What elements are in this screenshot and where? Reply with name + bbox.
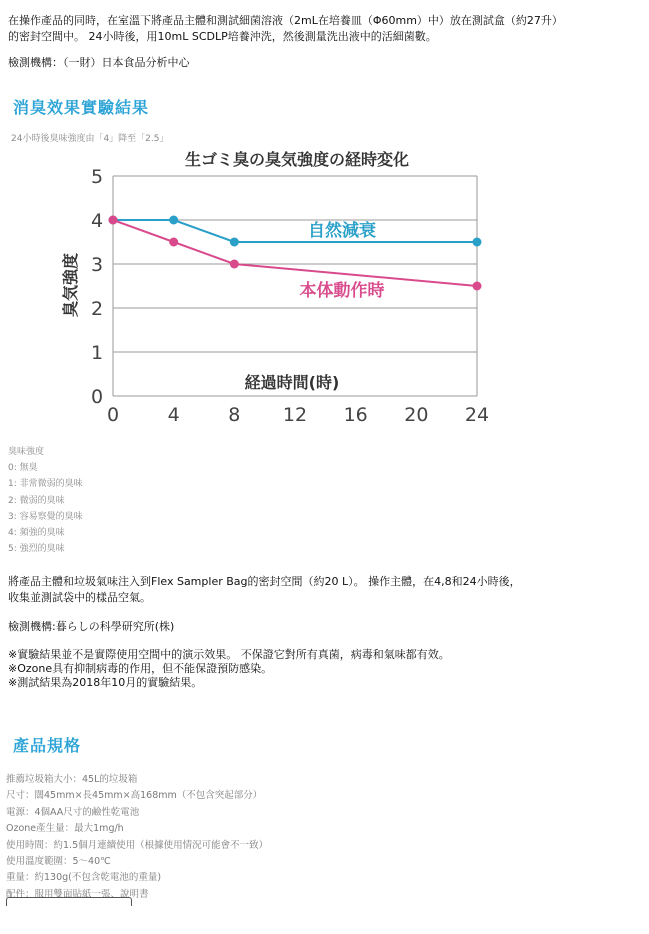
x-tick-label: 4 [167, 404, 180, 423]
test2-line-1: 將產品主體和垃圾氣味注入到Flex Sampler Bag的密封空間（約20 L）。 操作主體，在4,8和24小時後， [8, 575, 521, 588]
spec-item: Ozone產生量：最大1mg/h [6, 823, 124, 835]
disclaimer-2: ※Ozone具有抑制病毒的作用，但不能保證預防感染。 [8, 662, 273, 675]
chart-title: 生ゴミ臭の臭気強度の経時変化 [184, 150, 410, 169]
section-title-specs: 產品規格 [13, 736, 82, 755]
disclaimer-1: ※實驗結果並不是實際使用空間中的演示效果。 不保證它對所有真菌，病毒和氣味都有效。 [8, 648, 450, 661]
series-line [113, 220, 477, 242]
data-point [473, 238, 482, 247]
y-tick-label: 2 [90, 298, 104, 320]
series-label: 本体動作時 [299, 281, 385, 301]
series-label: 自然減衰 [308, 221, 376, 241]
y-tick-label: 0 [90, 386, 104, 408]
disclaimer-3: ※測試結果為2018年10月的實驗結果。 [8, 676, 203, 689]
y-tick-label: 4 [90, 210, 104, 232]
scale-item: 3: 容易察覺的臭味 [8, 511, 83, 522]
data-point [230, 238, 239, 247]
chart-note: 24小時後臭味強度由「4」降至「2.5」 [11, 134, 169, 144]
spec-item: 尺寸：闊45mm×長45mm×高168mm（不包含突起部分） [6, 790, 263, 802]
section-title-deodorize: 消臭效果實驗結果 [13, 98, 150, 117]
x-tick-label: 8 [228, 404, 241, 423]
y-tick-label: 3 [90, 254, 104, 276]
x-tick-label: 0 [106, 404, 120, 423]
series-line [113, 220, 477, 286]
scale-item: 1: 非常微弱的臭味 [8, 479, 83, 490]
x-tick-label: 12 [282, 404, 308, 423]
y-tick-label: 5 [90, 166, 104, 188]
x-tick-label: 24 [464, 404, 490, 423]
spec-item: 配件：服用雙面貼紙一張、說明書 [6, 888, 149, 900]
test2-agency: 檢測機構:暮らしの科學研究所(株) [8, 620, 175, 633]
spec-item: 推薦垃圾箱大小：45L的垃圾箱 [6, 774, 138, 785]
scale-item: 0: 無臭 [8, 463, 38, 474]
y-tick-label: 1 [90, 342, 104, 364]
test2-line-2: 收集並測試袋中的樣品空氣。 [8, 591, 151, 604]
cutoff-box-edge [6, 897, 132, 906]
spec-item: 重量：約130g(不包含乾電池的重量) [6, 872, 162, 884]
x-tick-label: 16 [343, 404, 368, 423]
x-tick-label: 20 [404, 404, 429, 423]
intro-agency: 檢測機構：（一財）日本食品分析中心 [8, 56, 190, 69]
y-axis-label: 臭気強度 [61, 252, 80, 318]
data-point [473, 282, 482, 291]
scale-item: 4: 頻強的臭味 [8, 528, 65, 539]
data-point [230, 260, 239, 269]
spec-item: 使用溫度範圍：5～40℃ [6, 856, 111, 868]
scale-item: 5: 強烈的臭味 [8, 544, 65, 555]
intro-line-1: 在操作產品的同時，在室溫下將產品主體和測試細菌溶液（2mL在培養皿（Φ60mm）中）放在測試盒（約27升） [8, 14, 563, 27]
intro-line-2: 的密封空間中。 24小時後，用10mL SCDLP培養沖洗，然後測量洗出液中的活細菌數。 [8, 30, 437, 43]
x-axis-label: 経過時間(時) [244, 373, 340, 392]
odor-intensity-chart [0, 148, 649, 423]
data-point [109, 216, 118, 225]
data-point [169, 238, 178, 247]
spec-item: 使用時間：約1.5個月連續使用（根據使用情況可能會不一致） [6, 839, 269, 851]
data-point [169, 216, 178, 225]
scale-item: 2: 微弱的臭味 [8, 495, 65, 506]
scale-title: 臭味強度 [8, 447, 45, 457]
spec-item: 電源：4個AA尺寸的鹼性乾電池 [6, 806, 140, 818]
